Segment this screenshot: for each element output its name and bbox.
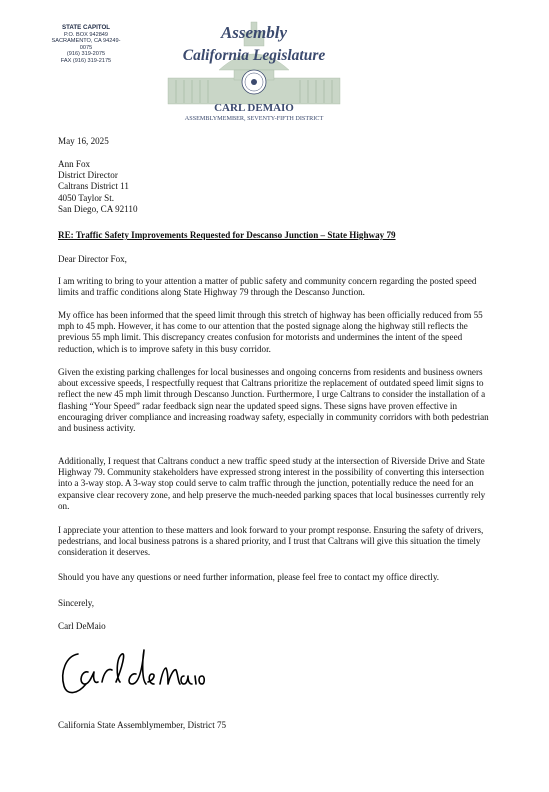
- paragraph: Additionally, I request that Caltrans conduct a new traffic speed study at the intersection of Riverside Drive and State Highway 79. Community stakeholders have expressed strong interest in the possibility of converting this intersection into a 3-way stop. A 3-way stop could serve to calm traffic through the junction, potentially reduce the need for an expansive clear recovery zone, and help preserve the much-needed parking spaces that local businesses currently rely on.: [58, 456, 486, 511]
- letter-date: May 16, 2025: [58, 136, 109, 146]
- paragraph: I appreciate your attention to these matters and look forward to your prompt response. Ensuring the safety of drivers, pedestrians, and local business patrons is a shared priority, and I trust that Caltrans will give this situation the timely consideration it deserves.: [58, 525, 484, 558]
- paragraph: Should you have any questions or need further information, please feel free to contact my office directly.: [58, 572, 440, 582]
- member-subtitle: ASSEMBLYMEMBER, SEVENTY-FIFTH DISTRICT: [184, 115, 324, 122]
- paragraph: I am writing to bring to your attention a matter of public safety and community concern regarding the posted speed limits and traffic conditions along State Highway 79 through the Descanso Junction.: [58, 276, 477, 298]
- address-line: STATE CAPITOL: [61, 24, 111, 31]
- recipient-line: 4050 Taylor St.: [58, 192, 115, 203]
- recipient-line: Caltrans District 11: [58, 181, 129, 192]
- handwritten-signature: [56, 642, 206, 702]
- signer-title: California State Assemblymember, District 75: [58, 720, 227, 730]
- recipient-line: District Director: [58, 170, 118, 181]
- crest-title-line2: California Legislature: [182, 47, 326, 64]
- recipient-line: Ann Fox: [58, 159, 91, 169]
- recipient-block: [58, 159, 494, 215]
- paragraph: Given the existing parking challenges for local businesses and ongoing concerns from residents and business owners about excessive speeds, I respectfully request that Caltrans prioritize the replacement of outdated speed limit signs to reflect the new 45 mph limit through Descanso Junction. Furthermore, I urge Caltrans to consider the installation of a flashing “Your Speed” radar feedback sign near the updated speed signs. These signs have proven effective in encouraging driver compliance and increasing roadway safety, especially in community corridors with both pedestrian and business activity.: [58, 367, 489, 434]
- address-line: P.O. BOX 942849: [63, 31, 109, 38]
- closing: Sincerely,: [58, 598, 95, 608]
- salutation: Dear Director Fox,: [58, 254, 127, 264]
- address-line: FAX (916) 319-2175: [60, 57, 112, 64]
- paragraph: My office has been informed that the speed limit through this stretch of highway has been officially reduced from 55 mph to 45 mph. However, it has come to our attention that the posted signage along the highway still reflects the previous 55 mph limit. This discrepancy creates confusion for motorists and undermines the intent of the speed reduction, which is to improve safety in this busy corridor.: [58, 310, 483, 354]
- crest-title-line1: Assembly: [220, 23, 288, 42]
- address-line: (916) 319-2075: [66, 51, 106, 58]
- address-line: SACRAMENTO, CA 94249-0075: [51, 38, 121, 51]
- member-name: CARL DEMAIO: [214, 102, 294, 114]
- signer-name: Carl DeMaio: [58, 621, 106, 631]
- recipient-line: San Diego, CA 92110: [58, 203, 138, 214]
- subject-line: RE: Traffic Safety Improvements Requested for Descanso Junction – State Highway 79: [58, 230, 396, 240]
- assembly-crest-logo: [164, 8, 344, 124]
- letterhead-address: [46, 25, 126, 65]
